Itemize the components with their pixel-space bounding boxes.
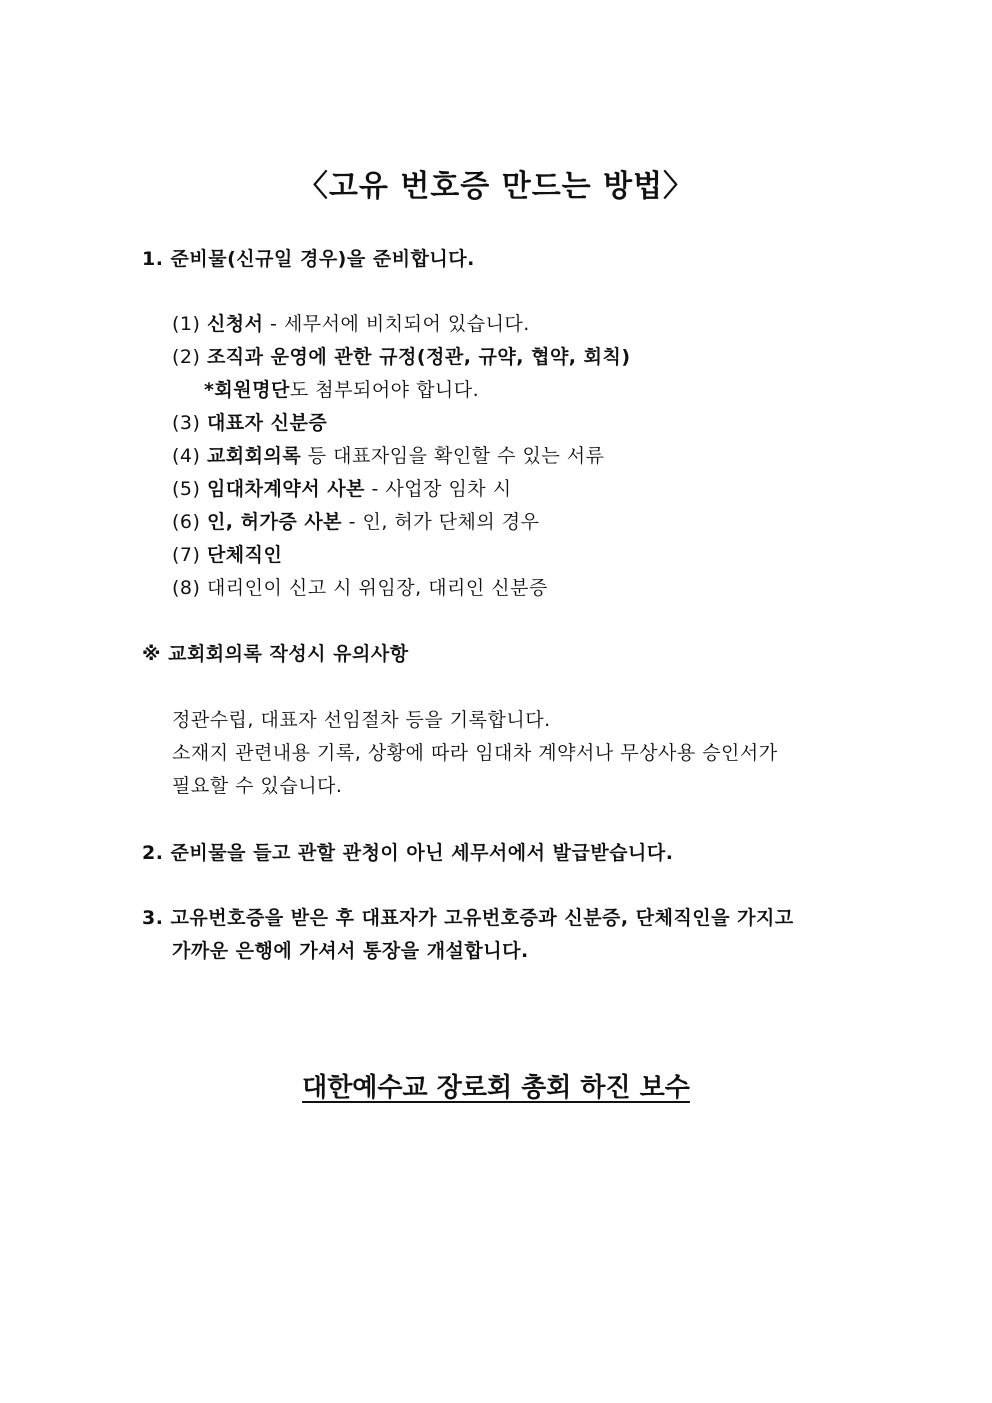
list-item-5 [172, 476, 512, 502]
note-line-2: 소재지 관련내용 기록, 상황에 따라 임대차 계약서나 무상사용 승인서가 [172, 742, 778, 764]
item-rest: - 세무서에 비치되어 있습니다. [263, 313, 530, 335]
item-rest: 도 첨부되어야 합니다. [289, 379, 480, 401]
item-bold: 교회회의록 [206, 445, 302, 467]
item-bold: 신청서 [206, 313, 264, 335]
item-number: (8) [172, 577, 207, 599]
footer-signature [0, 1067, 992, 1104]
list-item-1 [172, 311, 530, 337]
list-item-8 [172, 575, 548, 601]
list-item-2-note [204, 377, 479, 403]
item-bold: 임대차계약서 사본 [206, 478, 365, 500]
item-number: (2) [172, 346, 207, 368]
note-heading: ※ 교회회의록 작성시 유의사항 [142, 643, 409, 665]
list-item-7 [172, 542, 282, 568]
item-bold: 대표자 신분증 [206, 412, 328, 434]
item-bold: *회원명단 [204, 379, 290, 401]
item-bold: 단체직인 [206, 544, 283, 566]
item-bold: 조직과 운영에 관한 규정(정관, 규약, 협약, 회칙) [206, 346, 631, 368]
item-rest: - 인, 허가 단체의 경우 [342, 511, 540, 533]
item-rest: 대리인이 신고 시 위임장, 대리인 신분증 [206, 577, 548, 599]
note-line-3: 필요할 수 있습니다. [172, 775, 343, 797]
step-1: 1. 준비물(신규일 경우)을 준비합니다. [142, 248, 475, 270]
item-bold: 인, 허가증 사본 [206, 511, 343, 533]
item-number: (1) [172, 313, 207, 335]
list-item-2 [172, 344, 631, 370]
footer-text: 대한예수교 장로회 총회 하진 보수 [302, 1073, 690, 1103]
item-number: (5) [172, 478, 207, 500]
item-rest: - 사업장 임차 시 [364, 478, 512, 500]
item-number: (6) [172, 511, 207, 533]
item-rest: 등 대표자임을 확인할 수 있는 서류 [301, 445, 605, 467]
note-line-1: 정관수립, 대표자 선임절차 등을 기록합니다. [172, 709, 551, 731]
step-3-line-1: 3. 고유번호증을 받은 후 대표자가 고유번호증과 신분증, 단체직인을 가지고 [142, 907, 794, 929]
item-number: (4) [172, 445, 207, 467]
item-number: (7) [172, 544, 207, 566]
page-title: 〈고유 번호증 만드는 방법〉 [297, 169, 695, 204]
list-item-6 [172, 509, 539, 535]
list-item-4 [172, 443, 604, 469]
step-2: 2. 준비물을 들고 관할 관청이 아닌 세무서에서 발급받습니다. [142, 842, 674, 864]
item-number: (3) [172, 412, 207, 434]
list-item-3 [172, 410, 327, 436]
step-3-line-2: 가까운 은행에 가셔서 통장을 개설합니다. [172, 940, 529, 962]
